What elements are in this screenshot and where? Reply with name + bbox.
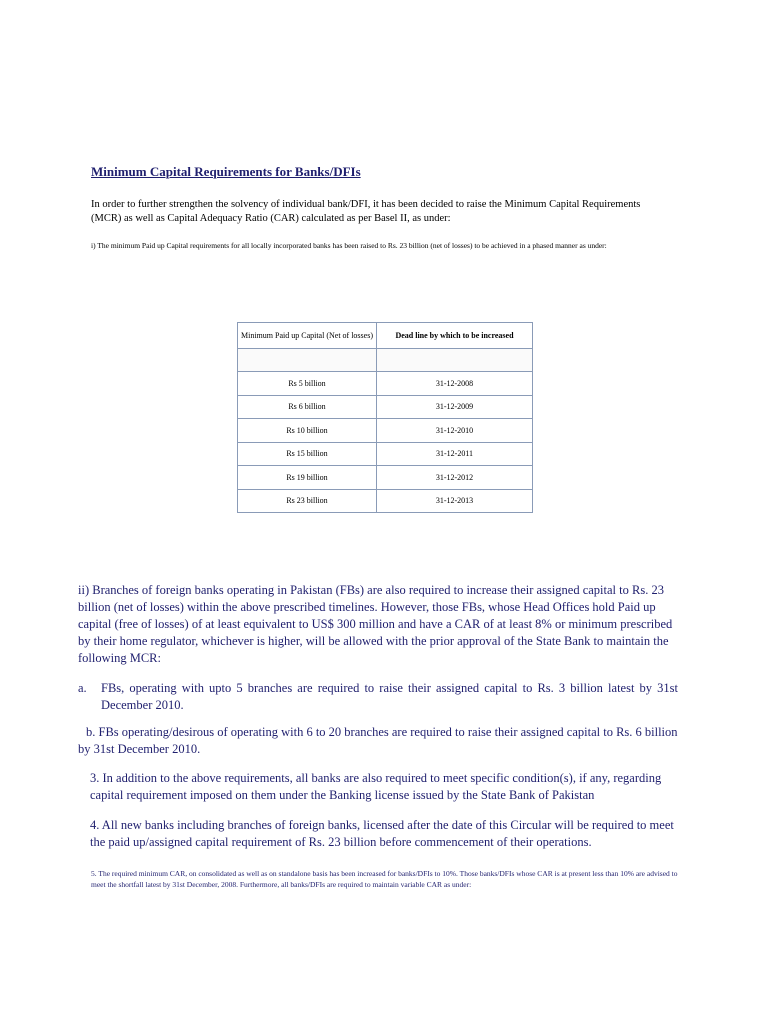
table-row bbox=[238, 419, 533, 443]
table-row bbox=[238, 395, 533, 419]
table-cell-empty bbox=[238, 349, 377, 372]
intro-paragraph: In order to further strengthen the solvency of individual bank/DFI, it has been decided to raise the Minimum Capital Requirements (MCR) as well as Capital Adequacy Ratio (CAR) calculated as per Basel II, as under: bbox=[91, 199, 641, 224]
deadline-cell: 31-12-2010 bbox=[377, 419, 533, 443]
point-ii-paragraph: ii) Branches of foreign banks operating in Pakistan (FBs) are also required to increase their assigned capital to Rs. 23 billion (net of losses) within the above prescribed timelines. However, those FBs, whose Head Offices hold Paid up capital (free of losses) of at least equivalent to US$ 300 million and have a CAR of at least 8% or minimum prescribed by their home regulator, whichever is higher, will be allowed with the prior approval of the State Bank to maintain the following MCR: bbox=[78, 583, 673, 665]
capital-cell: Rs 15 billion bbox=[238, 442, 377, 466]
deadline-cell: 31-12-2013 bbox=[377, 489, 533, 513]
table-row bbox=[238, 442, 533, 466]
table-row bbox=[238, 372, 533, 396]
deadline-cell: 31-12-2009 bbox=[377, 395, 533, 419]
table-header-row bbox=[238, 323, 533, 349]
point-4-paragraph: 4. All new banks including branches of foreign banks, licensed after the date of this Circular will be required to meet the paid up/assigned capital requirement of Rs. 23 billion before commencement of their operations. bbox=[90, 818, 674, 849]
deadline-cell: 31-12-2012 bbox=[377, 466, 533, 490]
point-5-paragraph: 5. The required minimum CAR, on consolidated as well as on standalone basis has been increased for banks/DFIs to 10%. Those banks/DFIs whose CAR is at present less than 10% are advised to meet the shortfall latest by 31st December, 2008. Furthermore, all banks/DFIs are required to maintain variable CAR as under: bbox=[91, 869, 678, 889]
table-blank-row bbox=[238, 349, 533, 372]
point-a-text: FBs, operating with upto 5 branches are required to raise their assigned capital to Rs. 3 billion latest by 31st December 2010. bbox=[101, 681, 678, 712]
point-a-paragraph bbox=[78, 680, 678, 714]
capital-cell: Rs 5 billion bbox=[238, 372, 377, 396]
table-row bbox=[238, 489, 533, 513]
deadline-cell: 31-12-2008 bbox=[377, 372, 533, 396]
capital-cell: Rs 23 billion bbox=[238, 489, 377, 513]
point-i-paragraph: i) The minimum Paid up Capital requirements for all locally incorporated banks has been raised to Rs. 23 billion (net of losses) to be achieved in a phased manner as under: bbox=[91, 241, 607, 250]
capital-cell: Rs 10 billion bbox=[238, 419, 377, 443]
capital-cell: Rs 19 billion bbox=[238, 466, 377, 490]
header-deadline: Dead line by which to be increased bbox=[377, 323, 533, 349]
table-row bbox=[238, 466, 533, 490]
point-a-label: a. bbox=[78, 681, 87, 695]
page-title: Minimum Capital Requirements for Banks/DFIs bbox=[91, 164, 361, 179]
point-b-paragraph: b. FBs operating/desirous of operating with 6 to 20 branches are required to raise their assigned capital to Rs. 6 billion by 31st December 2010. bbox=[78, 725, 678, 756]
point-3-paragraph: 3. In addition to the above requirements, all banks are also required to meet specific condition(s), if any, regarding capital requirement imposed on them under the Banking license issued by the State Bank of Pakistan bbox=[90, 771, 662, 802]
table-cell-empty bbox=[377, 349, 533, 372]
capital-cell: Rs 6 billion bbox=[238, 395, 377, 419]
mcr-table bbox=[237, 322, 533, 513]
header-min-capital: Minimum Paid up Capital (Net of losses) bbox=[238, 323, 377, 349]
deadline-cell: 31-12-2011 bbox=[377, 442, 533, 466]
